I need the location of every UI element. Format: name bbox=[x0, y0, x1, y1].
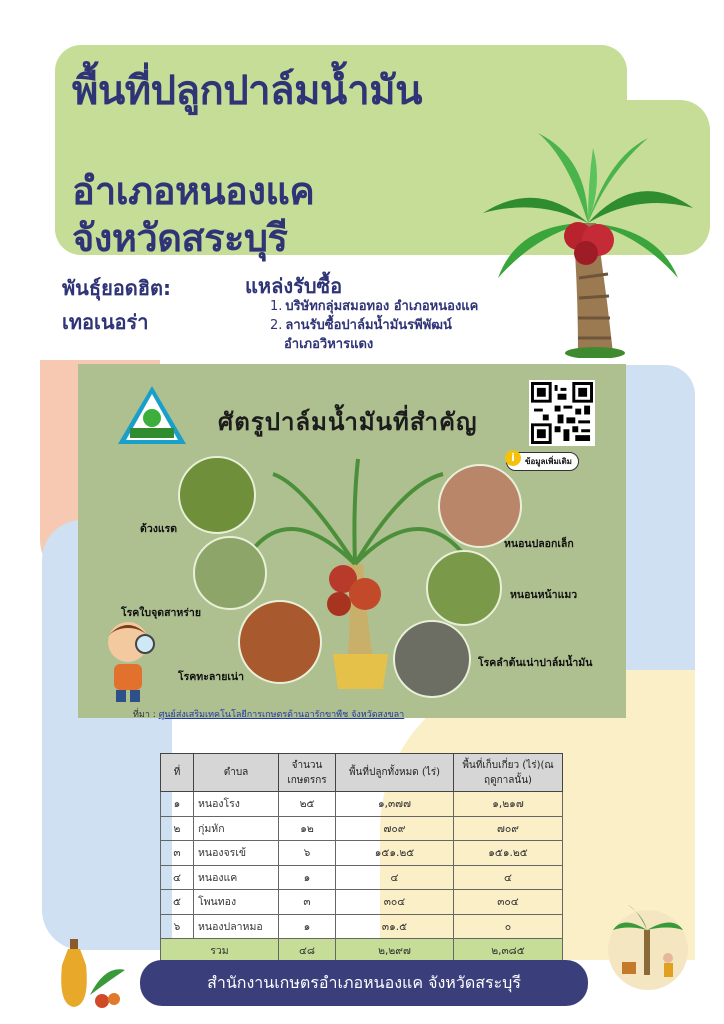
source-link[interactable]: ศูนย์ส่งเสริมเทคโนโลยีการเกษตรด้านอารักขาพืช จังหวัดสงขลา bbox=[158, 710, 405, 720]
page-title: พื้นที่ปลูกปาล์มน้ำมัน bbox=[72, 68, 422, 114]
table-row: ๑ หนองโรง ๒๕ ๑,๓๗๗ ๑,๒๑๗ bbox=[161, 792, 563, 817]
column-header: ที่ bbox=[161, 754, 194, 792]
pest-label: โรคใบจุดสาหร่าย bbox=[121, 607, 201, 619]
palm-tree-icon bbox=[478, 128, 698, 358]
qr-code-icon[interactable] bbox=[529, 380, 595, 446]
buyers-list bbox=[270, 297, 478, 354]
table-row: ๔ หนองแค ๑ ๔ ๔ bbox=[161, 865, 563, 890]
table-row: ๕ โพนทอง ๓ ๓๐๔ ๓๐๔ bbox=[161, 890, 563, 915]
buyers-title: แหล่งรับซื้อ bbox=[245, 274, 343, 298]
table-row: ๒ กุ่มหัก ๑๒ ๗๐๙ ๗๐๙ bbox=[161, 816, 563, 841]
list-item: 2. ลานรับซื้อปาล์มน้ำมันรพีพัฒน์ bbox=[270, 318, 452, 333]
table-header-row bbox=[161, 754, 563, 792]
pest-image-stem-rot bbox=[393, 620, 471, 698]
pest-infographic bbox=[78, 364, 626, 718]
plant-clinic-logo bbox=[116, 384, 188, 446]
pest-image-bunch-rot bbox=[238, 600, 322, 684]
pest-image-beetle bbox=[178, 456, 256, 534]
pest-image-nettle-caterpillar bbox=[426, 550, 502, 626]
column-header: พื้นที่เก็บเกี่ยว (ไร่)(ณ ฤดูกาลนั้น) bbox=[454, 754, 563, 792]
variety-label: พันธุ์ยอดฮิต: bbox=[62, 276, 171, 300]
column-header: ตำบล bbox=[194, 754, 279, 792]
info-icon: i bbox=[505, 450, 521, 466]
footer-banner: สำนักงานเกษตรอำเภอหนองแค จังหวัดสระบุรี bbox=[140, 960, 588, 1006]
more-info-button[interactable]: i ข้อมูลเพิ่มเติม bbox=[506, 452, 579, 471]
variety-value: เทอเนอร่า bbox=[62, 310, 149, 334]
pest-label: โรคทะลายเน่า bbox=[178, 671, 245, 683]
palm-oil-bottle-icon bbox=[50, 935, 130, 1010]
pest-image-algal-leaf-spot bbox=[193, 536, 267, 610]
table-row: ๓ หนองจรเข้ ๖ ๑๕๑.๒๕ ๑๕๑.๒๕ bbox=[161, 841, 563, 866]
table-row: ๖ หนองปลาหมอ ๑ ๓๑.๕ ๐ bbox=[161, 914, 563, 939]
kid-magnifier-icon bbox=[100, 614, 160, 704]
list-item: 1. บริษัทกลุ่มสมอทอง อำเภอหนองแค bbox=[270, 299, 479, 314]
list-item: อำเภอวิหารแดง bbox=[284, 337, 374, 352]
column-header: พื้นที่ปลูกทั้งหมด (ไร่) bbox=[336, 754, 454, 792]
pest-label: โรคลำต้นเน่าปาล์มน้ำมัน bbox=[478, 657, 593, 669]
district-title: อำเภอหนองแค bbox=[72, 169, 315, 213]
province-title: จังหวัดสระบุรี bbox=[72, 216, 288, 260]
infographic-title: ศัตรูปาล์มน้ำมันที่สำคัญ bbox=[218, 408, 478, 436]
planting-area-table bbox=[160, 753, 563, 964]
source-citation: ที่มา : ศูนย์ส่งเสริมเทคโนโลยีการเกษตรด้านอารักขาพืช จังหวัดสงขลา bbox=[133, 710, 405, 720]
palm-farmer-icon bbox=[598, 900, 698, 990]
table-total-row: รวม ๔๘ ๒,๒๙๗ ๒,๓๘๕ bbox=[161, 939, 563, 964]
column-header: จำนวน เกษตรกร bbox=[279, 754, 336, 792]
pest-label: หนอนหน้าแมว bbox=[510, 589, 578, 601]
pest-label: ด้วงแรด bbox=[140, 523, 178, 535]
pest-label: หนอนปลอกเล็ก bbox=[504, 538, 574, 550]
